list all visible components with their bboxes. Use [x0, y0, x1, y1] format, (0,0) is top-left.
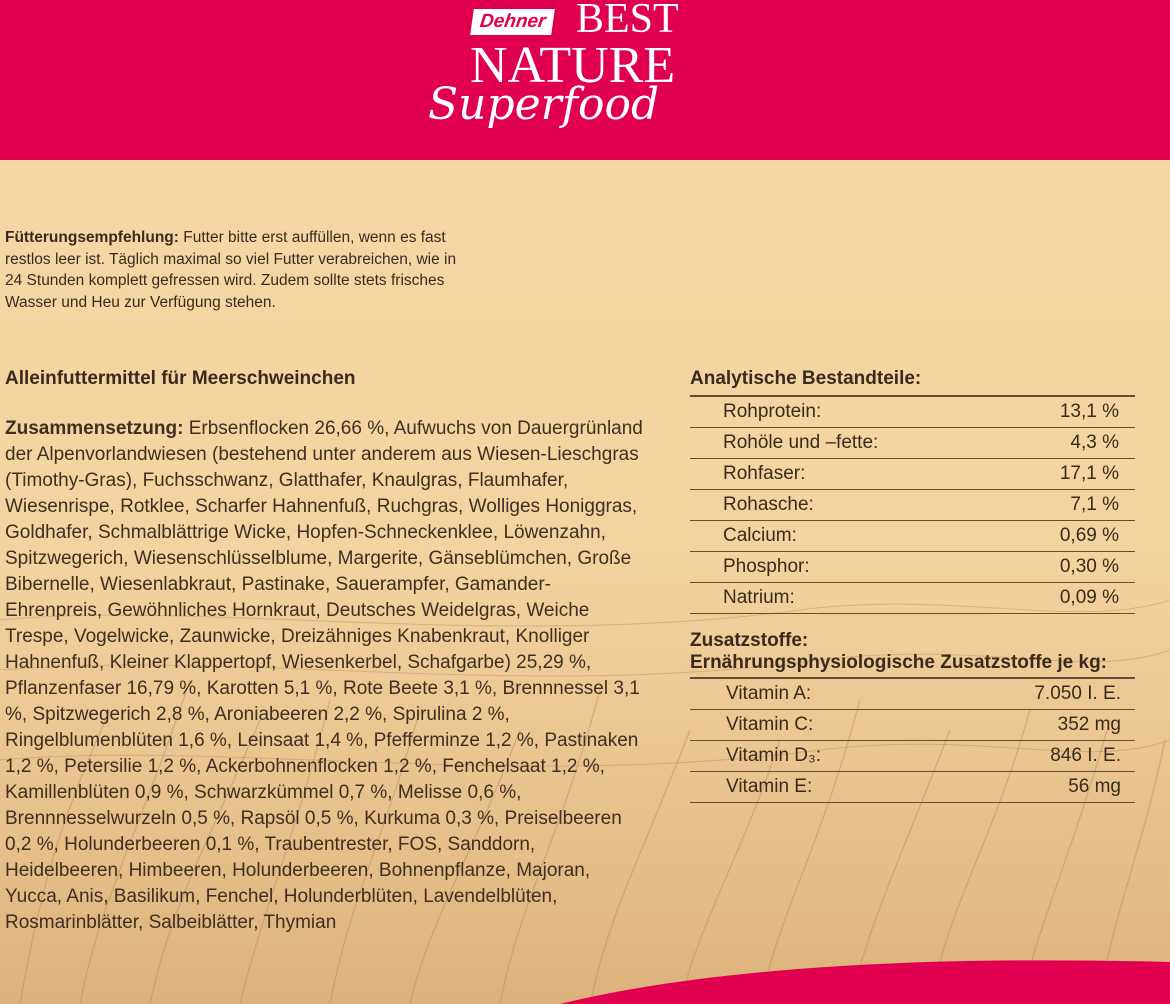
product-title: Alleinfuttermittel für Meerschweinchen — [5, 368, 356, 389]
nutrient-name: Rohprotein: — [723, 401, 822, 422]
feeding-text: Futter bitte erst auffüllen, wenn es fast restlos leer ist. Täglich maximal so viel Futter verabreichen, wie in 24 Stunden komplett gefressen wird. Zudem sollte stets frisches Wasser und Heu zur Verfügung stehen. — [5, 229, 457, 311]
additive-row — [690, 741, 1135, 772]
nutrient-value: 0,09 % — [1059, 587, 1119, 608]
analytic-table — [690, 395, 1135, 614]
feeding-recommendation — [5, 227, 465, 313]
analytic-row — [690, 521, 1135, 552]
analytic-row — [690, 397, 1135, 428]
nutrient-value: 4,3 % — [1070, 432, 1119, 453]
analytic-row — [690, 583, 1135, 614]
analytic-row — [690, 459, 1135, 490]
logo-dehner-badge: Dehner — [470, 9, 555, 35]
additive-row — [690, 772, 1135, 803]
composition-text: Erbsenflocken 26,66 %, Aufwuchs von Dauergrünland der Alpenvorlandwiesen (bestehend unter anderem aus Wiesen-Lieschgras (Timothy-Gras), Fuchsschwanz, Glatthafer, Knaulgras, Flaumhafer, Wiesenrispe, Rotklee, Scharfer Hahnenfuß, Ruchgras, Wolliges Honiggras, Goldhafer, Schmalblättrige Wicke, Hopfen-Schneckenklee, Löwenzahn, Spitzwegerich, Wiesenschlüsselblume, Margerite, Gänseblümchen, Große Bibernelle, Wiesenlabkraut, Pastinake, Sauerampfer, Gamander-Ehrenpreis, Gewöhnliches Hornkraut, Deutsches Weidelgras, Weiche Trespe, Vogelwicke, Zaunwicke, Dreizähniges Knabenkraut, Knolliger Hahnenfuß, Kleiner Klappertopf, Wiesenkerbel, Schafgarbe) 25,29 %, Pflanzenfaser 16,79 %, Karotten 5,1 %, Rote Beete 3,1 %, Brennnessel 3,1 %, Spitzwegerich 2,8 %, Aroniabeeren 2,2 %, Spirulina 2 %, Ringelblumenblüten 1,6 %, Leinsaat 1,4 %, Pfefferminze 1,2 %, Pastinaken 1,2 %, Petersilie 1,2 %, Ackerbohnenflocken 1,2 %, Fenchelsaat 1,2 %, Kamillenblüten 0,9 %, Schwarzkümmel 0,7 %, Melisse 0,6 %, Brennnesselwurzeln 0,5 %, Rapsöl 0,5 %, Kurkuma 0,3 %, Preiselbeeren 0,2 %, Holunderbeeren 0,1 %, Traubentrester, FOS, Sanddorn, Heidelbeeren, Himbeeren, Holunderbeeren, Bohnenpflanze, Majoran, Yucca, Anis, Basilikum, Fenchel, Holunderblüten, Lavendelblüten, Rosmarinblätter, Salbeiblätter, Thymian — [5, 418, 643, 933]
nutrient-value: 17,1 % — [1059, 463, 1119, 484]
additive-name: Vitamin A: — [726, 683, 812, 704]
nutrient-name: Calcium: — [723, 525, 797, 546]
brand-logo — [428, 0, 708, 150]
analytic-constituents — [690, 367, 1135, 614]
nutrient-value: 7,1 % — [1070, 494, 1119, 515]
additive-value: 846 I. E. — [1050, 745, 1121, 766]
nutrient-name: Rohasche: — [723, 494, 814, 515]
additives-subtitle: Ernährungsphysiologische Zusatzstoffe je kg: — [690, 652, 1108, 673]
nutrient-value: 0,69 % — [1059, 525, 1119, 546]
logo-superfood-text: Superfood — [428, 79, 660, 130]
nutrient-value: 13,1 % — [1059, 401, 1119, 422]
composition-label: Zusammensetzung: — [5, 418, 184, 439]
nutrient-name: Rohöle und –fette: — [723, 432, 879, 453]
additive-value: 7.050 I. E. — [1034, 683, 1121, 704]
logo-nature-text: NATURE — [470, 37, 676, 94]
additives-title: Zusatzstoffe: — [690, 630, 809, 651]
bottom-brand-wave — [0, 950, 1170, 1004]
analytic-row — [690, 490, 1135, 521]
additive-name: Vitamin D₃: — [726, 745, 822, 766]
nutrient-name: Phosphor: — [723, 556, 810, 577]
additive-row — [690, 710, 1135, 741]
brand-header — [0, 0, 1170, 160]
additives-section — [690, 630, 1145, 803]
logo-best-text: BEST — [576, 0, 679, 42]
feeding-label: Fütterungsempfehlung: — [5, 229, 179, 246]
nutrient-name: Natrium: — [723, 587, 795, 608]
additives-table — [690, 677, 1135, 803]
nutrient-value: 0,30 % — [1059, 556, 1119, 577]
composition-block — [5, 416, 645, 936]
additive-name: Vitamin C: — [726, 714, 814, 735]
analytic-title: Analytische Bestandteile: — [690, 368, 922, 389]
additive-name: Vitamin E: — [726, 776, 813, 797]
additive-value: 352 mg — [1057, 714, 1121, 735]
analytic-row — [690, 552, 1135, 583]
nutrient-name: Rohfaser: — [723, 463, 806, 484]
analytic-row — [690, 428, 1135, 459]
additive-value: 56 mg — [1068, 776, 1121, 797]
additive-row — [690, 679, 1135, 710]
